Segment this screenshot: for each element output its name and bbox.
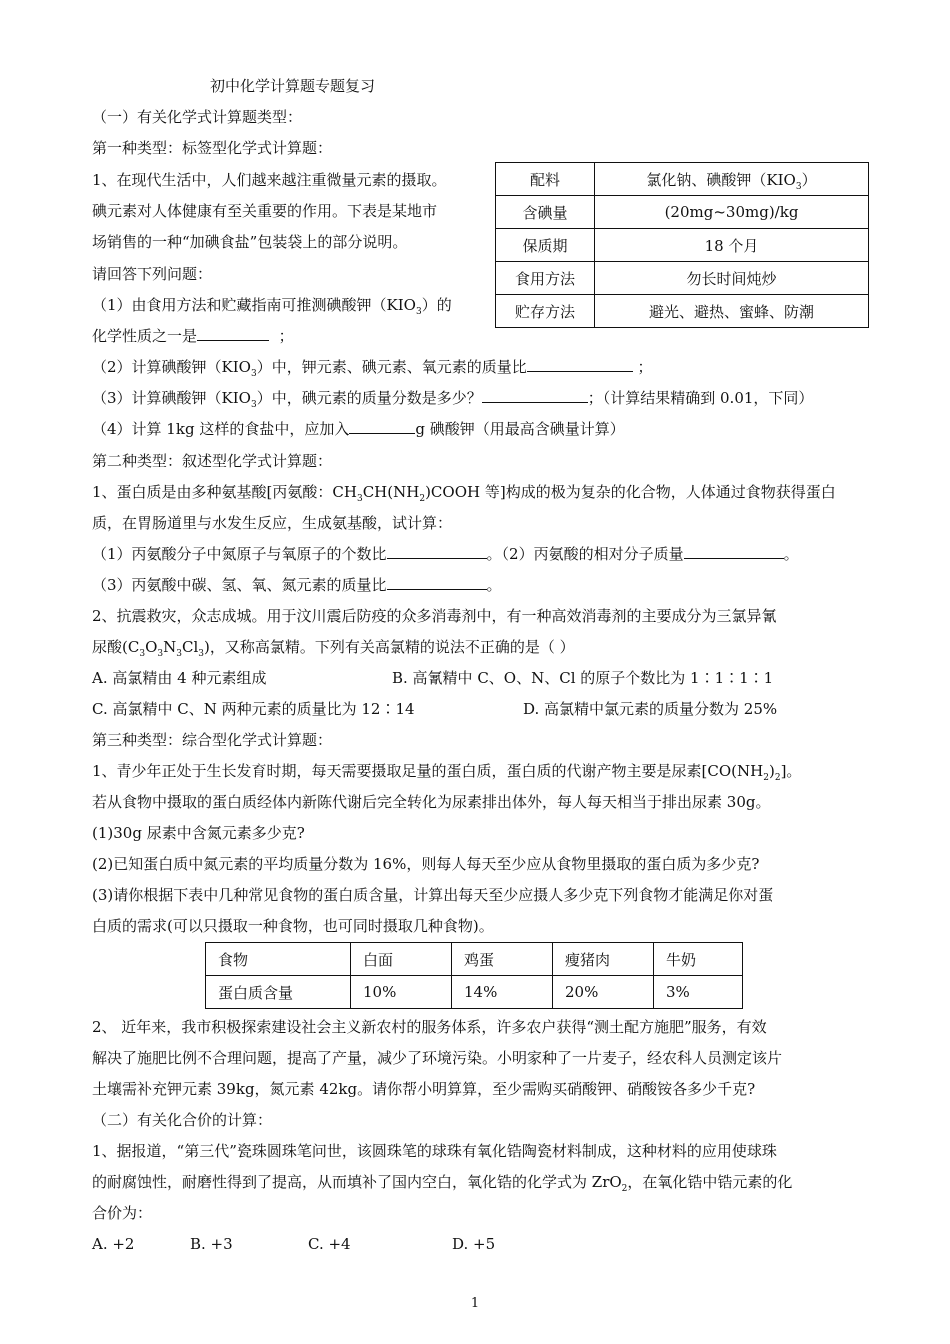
table-cell: 避光、避热、蜜蜂、防潮 — [595, 295, 869, 328]
question-text: 碘元素对人体健康有至关重要的作用。下表是某地市 — [92, 202, 438, 220]
option-a: A. 高氯精由 4 种元素组成 — [92, 669, 267, 687]
table-cell: 鸡蛋 — [452, 943, 553, 976]
table-cell: 食物 — [206, 943, 351, 976]
option-b: B. +3 — [190, 1235, 233, 1253]
option-b: B. 高氰精中 C、O、N、Cl 的原子个数比为 1∶1∶1∶1 — [392, 669, 774, 687]
answer-blank[interactable] — [349, 419, 415, 434]
answer-blank[interactable] — [527, 357, 633, 372]
option-c: C. +4 — [308, 1235, 351, 1253]
answer-blank[interactable] — [684, 544, 784, 559]
table-cell: 蛋白质含量 — [206, 976, 351, 1009]
table-cell: 食用方法 — [496, 262, 595, 295]
answer-blank[interactable] — [387, 544, 487, 559]
page-number: 1 — [470, 1296, 480, 1311]
question-text: 尿酸$(C_3O_3N_3Cl_3)$，又称高氯精。下列有关高氯精的说法不正确的是（ ） — [92, 638, 575, 659]
table-cell: 10% — [351, 976, 452, 1009]
question-text: 质，在胃肠道里与水发生反应，生成氨基酸，试计算： — [92, 514, 453, 532]
table-row — [496, 196, 869, 229]
answer-blank[interactable] — [482, 388, 588, 403]
table-cell: 3% — [654, 976, 743, 1009]
answer-blank[interactable] — [197, 326, 269, 341]
option-d: D. 高氯精中氯元素的质量分数为 25% — [523, 700, 778, 718]
table-cell: 瘦猪肉 — [553, 943, 654, 976]
type-heading: 第一种类型：标签型化学式计算题： — [92, 139, 333, 157]
option-a: A. +2 — [92, 1235, 135, 1253]
question-text: 解决了施肥比例不合理问题，提高了产量，减少了环境污染。小明家种了一片麦子，经农科人员测定该片 — [92, 1049, 783, 1067]
table-cell: 贮存方法 — [496, 295, 595, 328]
table-cell: 配料 — [496, 163, 595, 196]
table-row — [206, 943, 743, 976]
table-row — [496, 163, 869, 196]
table-cell: 20% — [553, 976, 654, 1009]
question-text: 1、蛋白质是由多种氨基酸[丙氨酸：$CH_3CH(NH_2)COOH$ 等]构成的极为复杂的化合物，人体通过食物获得蛋白 — [92, 483, 836, 504]
question-text: 2、 近年来，我市积极探索建设社会主义新农村的服务体系，许多农户获得“测土配方施肥”服务，有效 — [92, 1018, 767, 1036]
option-d: D. +5 — [452, 1235, 496, 1253]
question-text: 场销售的一种“加碘食盐”包装袋上的部分说明。 — [92, 233, 408, 251]
table-cell: (20mg~30mg)/kg — [595, 196, 869, 229]
table-row — [496, 229, 869, 262]
type-heading: 第三种类型：综合型化学式计算题： — [92, 731, 333, 749]
answer-blank[interactable] — [387, 575, 487, 590]
question-text: 1、在现代生活中，人们越来越注重微量元素的摄取。 — [92, 171, 447, 189]
iodized-salt-label-table — [495, 162, 869, 328]
question-text: 土壤需补充钾元素 39kg，氮元素 42kg。请你帮小明算算，至少需购买硝酸钾、硝酸铵各多少千克? — [92, 1080, 756, 1098]
question-text: 1、据报道，“第三代”瓷珠圆珠笔问世，该圆珠笔的球珠有氧化锆陶瓷材料制成，这种材料的应用使球珠 — [92, 1142, 777, 1160]
question-text: 白质的需求(可以只摄取一种食物，也可同时摄取几种食物)。 — [92, 917, 494, 935]
table-cell: 白面 — [351, 943, 452, 976]
question-text: （3）计算碘酸钾$(KIO_3)$中，碘元素的质量分数是多少？ ；（计算结果精确到 0.01，下同） — [92, 389, 814, 410]
table-row — [496, 295, 869, 328]
table-cell: 牛奶 — [654, 943, 743, 976]
question-text: (3)请你根据下表中几种常见食物的蛋白质含量，计算出每天至少应摄人多少克下列食物才能满足你对蛋 — [92, 886, 774, 904]
table-cell: 含碘量 — [496, 196, 595, 229]
table-row — [496, 262, 869, 295]
table-row — [206, 976, 743, 1009]
protein-content-table — [205, 942, 743, 1009]
document-title: 初中化学计算题专题复习 — [210, 77, 376, 95]
question-text: (1)30g 尿素中含氮元素多少克? — [92, 824, 305, 842]
option-c: C. 高氯精中 C、N 两种元素的质量比为 12∶14 — [92, 700, 415, 718]
question-text: 合价为： — [92, 1204, 153, 1222]
question-text: 请回答下列问题： — [92, 265, 213, 283]
question-text: （1）由食用方法和贮藏指南可推测碘酸钾$(KIO_3)$的 — [92, 296, 452, 317]
table-cell: 氯化钠、碘酸钾$(KIO_3)$ — [595, 163, 869, 196]
table-cell: 保质期 — [496, 229, 595, 262]
question-text: 化学性质之一是 ； — [92, 327, 294, 345]
question-text: 2、抗震救灾，众志成城。用于汶川震后防疫的众多消毒剂中，有一种高效消毒剂的主要成分为三氯异氰 — [92, 607, 777, 625]
question-text: （2）计算碘酸钾$(KIO_3)$中，钾元素、碘元素、氧元素的质量比 ； — [92, 358, 653, 379]
question-text: (2)已知蛋白质中氮元素的平均质量分数为 16%，则每人每天至少应从食物里摄取的蛋白质为多少克? — [92, 855, 760, 873]
section-heading: （一）有关化学式计算题类型： — [92, 108, 303, 126]
table-cell: 勿长时间炖炒 — [595, 262, 869, 295]
table-cell: 14% — [452, 976, 553, 1009]
question-text: 若从食物中摄取的蛋白质经体内新陈代谢后完全转化为尿素排出体外，每人每天相当于排出尿素 30g。 — [92, 793, 771, 811]
table-cell: 18 个月 — [595, 229, 869, 262]
section-heading: （二）有关化合价的计算： — [92, 1111, 273, 1129]
question-text: 1、青少年正处于生长发育时期，每天需要摄取足量的蛋白质，蛋白质的代谢产物主要是尿素$[CO(NH_2)_2]$。 — [92, 762, 802, 783]
question-text: 的耐腐蚀性，耐磨性得到了提高，从而填补了国内空白，氧化锆的化学式为 ZrO$_2$，在氧化锆中锆元素的化 — [92, 1173, 793, 1194]
question-text: （4）计算 1kg 这样的食盐中，应加入 g 碘酸钾（用最高含碘量计算） — [92, 420, 625, 438]
type-heading: 第二种类型：叙述型化学式计算题： — [92, 452, 333, 470]
question-text: （1）丙氨酸分子中氮原子与氧原子的个数比 。（2）丙氨酸的相对分子质量 。 — [92, 545, 799, 563]
question-text: （3）丙氨酸中碳、氢、氧、氮元素的质量比 。 — [92, 576, 502, 594]
